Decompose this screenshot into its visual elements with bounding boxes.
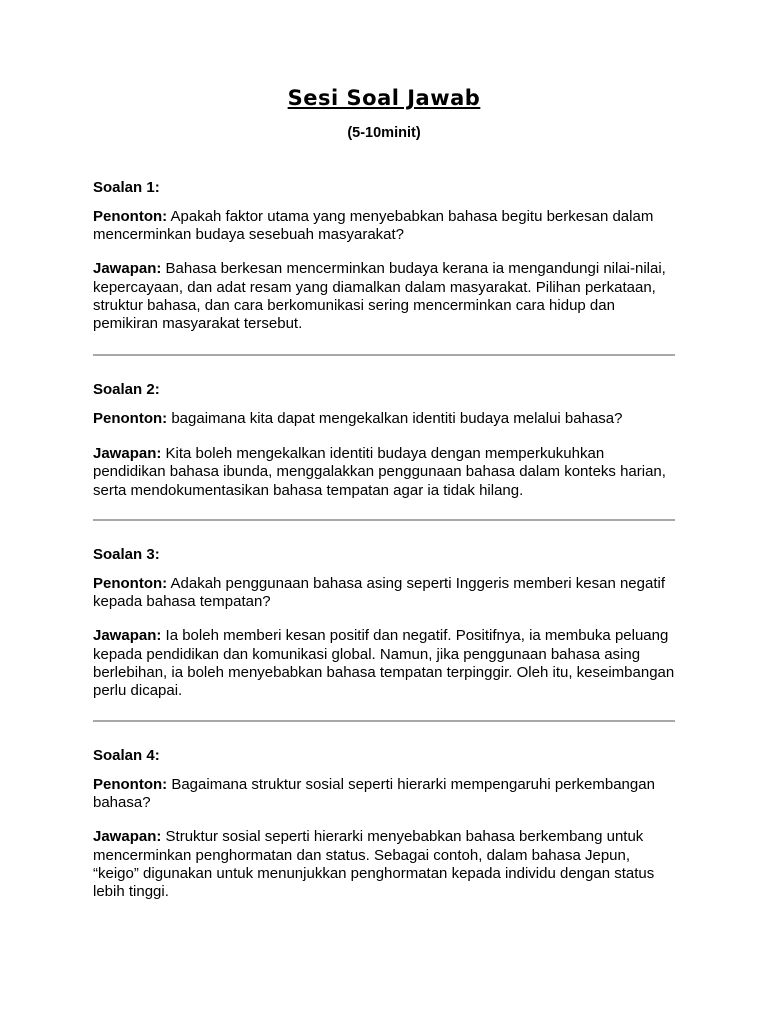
penonton-label: Penonton: — [93, 410, 168, 427]
question-text: Bagaimana struktur sosial seperti hierarki mempengaruhi perkembangan bahasa? — [93, 776, 655, 812]
answer-text: Kita boleh mengekalkan identiti budaya dengan memperkukuhkan pendidikan bahasa ibunda, menggalakkan penggunaan bahasa dalam konteks harian, serta mendokumentasikan bahasa tempatan agar ia tidak hilang. — [93, 445, 666, 499]
question-text: bagaimana kita dapat mengekalkan identiti budaya melalui bahasa? — [171, 410, 623, 427]
page-subtitle: (5-10minit) — [347, 125, 421, 141]
question-paragraph — [93, 410, 675, 428]
page-title: Sesi Soal Jawab — [287, 86, 481, 110]
answer-text: Struktur sosial seperti hierarki menyebabkan bahasa berkembang untuk mencerminkan penghormatan dan status. Sebagai contoh, dalam bahasa Jepun, “keigo” digunakan untuk menunjukkan penghormatan kepada individu dengan status lebih tinggi. — [93, 828, 655, 901]
answer-paragraph — [93, 627, 675, 700]
qa-section-1 — [93, 179, 675, 333]
question-paragraph — [93, 208, 675, 244]
soalan-heading: Soalan 1: — [93, 179, 160, 196]
soalan-heading: Soalan 4: — [93, 747, 160, 764]
question-text: Adakah penggunaan bahasa asing seperti Inggeris memberi kesan negatif kepada bahasa tempatan? — [93, 575, 666, 611]
question-paragraph — [93, 575, 675, 611]
answer-paragraph — [93, 828, 675, 901]
answer-text: Ia boleh memberi kesan positif dan negatif. Positifnya, ia membuka peluang kepada pendidikan dan komunikasi global. Namun, jika penggunaan bahasa asing berlebihan, ia boleh menyebabkan bahasa tempatan terpinggir. Oleh itu, keseimbangan perlu dicapai. — [93, 627, 675, 700]
soalan-heading: Soalan 2: — [93, 381, 160, 398]
answer-paragraph — [93, 445, 675, 500]
penonton-label: Penonton: — [93, 208, 168, 225]
penonton-label: Penonton: — [93, 575, 168, 592]
question-text: Apakah faktor utama yang menyebabkan bahasa begitu berkesan dalam mencerminkan budaya sesebuah masyarakat? — [93, 208, 654, 244]
section-divider — [93, 519, 675, 521]
qa-section-3 — [93, 546, 675, 700]
jawapan-label: Jawapan: — [93, 445, 162, 463]
answer-paragraph — [93, 260, 675, 333]
section-divider — [93, 720, 675, 722]
penonton-label: Penonton: — [93, 776, 168, 793]
qa-section-4 — [93, 747, 675, 901]
jawapan-label: Jawapan: — [93, 828, 162, 846]
question-paragraph — [93, 776, 675, 812]
jawapan-label: Jawapan: — [93, 627, 162, 645]
jawapan-label: Jawapan: — [93, 260, 162, 278]
answer-text: Bahasa berkesan mencerminkan budaya kerana ia mengandungi nilai-nilai, kepercayaan, dan adat resam yang diamalkan dalam masyarakat. Pilihan perkataan, struktur bahasa, dan cara berkomunikasi sering mencerminkan cara hidup dan pemikiran masyarakat tersebut. — [93, 260, 666, 333]
section-divider — [93, 354, 675, 356]
qa-section-2 — [93, 381, 675, 500]
soalan-heading: Soalan 3: — [93, 546, 160, 563]
